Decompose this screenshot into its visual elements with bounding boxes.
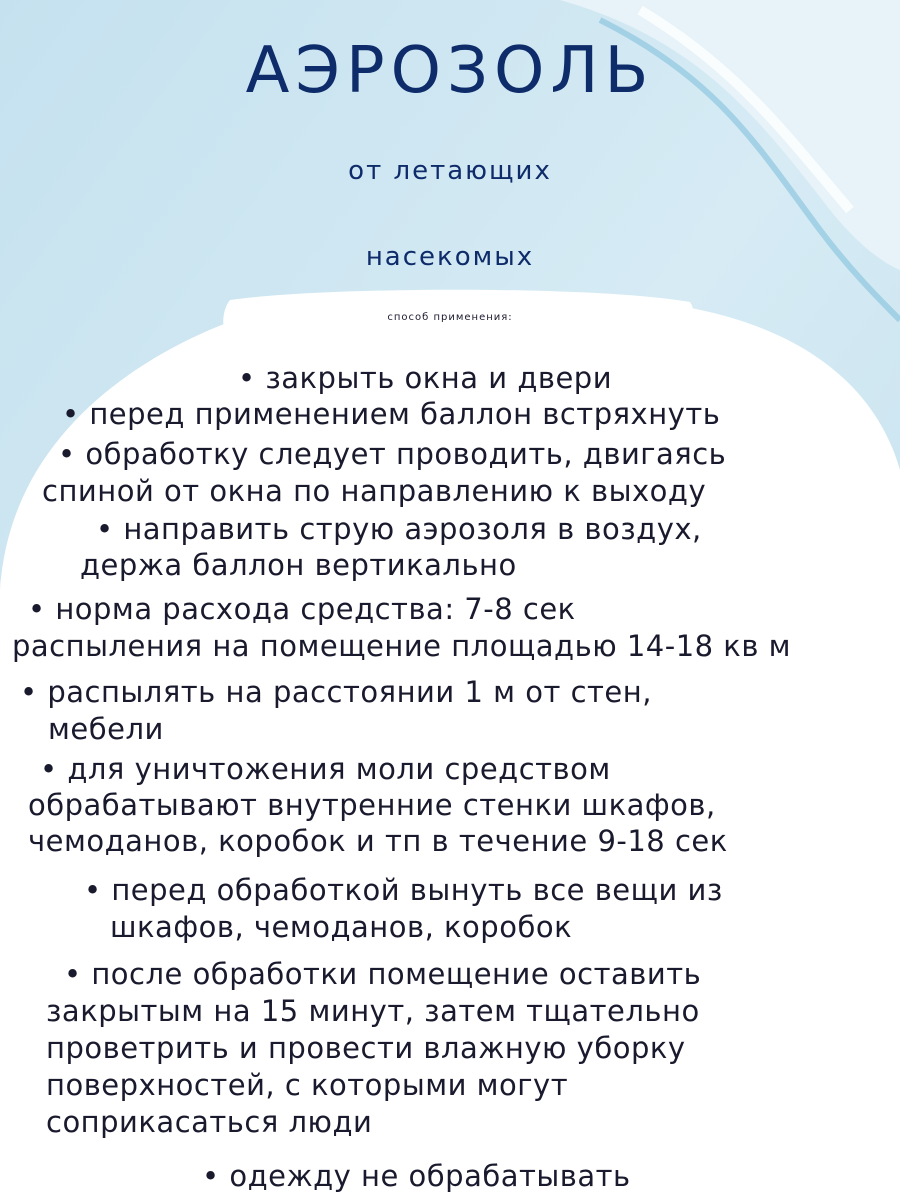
instruction-line: поверхностей, с которыми могут: [46, 1068, 569, 1102]
page-title-line2: от летающих: [348, 156, 552, 186]
instruction-line: спиной от окна по направлению к выходу: [42, 474, 707, 508]
usage-heading: способ применения:: [387, 312, 513, 323]
instruction-line: • направить струю аэрозоля в воздух,: [96, 512, 702, 546]
instruction-line: • после обработки помещение оставить: [64, 957, 702, 991]
page-title-line3: насекомых: [365, 242, 535, 272]
instruction-line: держа баллон вертикально: [80, 548, 517, 582]
instruction-line: • для уничтожения моли средством: [40, 752, 611, 786]
instruction-line: закрытым на 15 минут, затем тщательно: [46, 994, 700, 1028]
instruction-line: • перед обработкой вынуть все вещи из: [84, 873, 723, 907]
instruction-line: • перед применением баллон встряхнуть: [62, 397, 721, 431]
instruction-line: обрабатывают внутренние стенки шкафов,: [28, 788, 716, 822]
instruction-line: соприкасаться люди: [46, 1105, 373, 1139]
instruction-line: шкафов, чемоданов, коробок: [110, 910, 573, 944]
instruction-line: мебели: [48, 712, 164, 746]
instruction-line: • распылять на расстоянии 1 м от стен,: [20, 675, 652, 709]
instruction-line: • одежду не обрабатывать: [202, 1159, 631, 1193]
instruction-line: • норма расхода средства: 7-8 сек: [28, 592, 576, 626]
instruction-line: распыления на помещение площадью 14-18 кв м: [12, 629, 792, 663]
instruction-line: • закрыть окна и двери: [238, 361, 613, 395]
instruction-line: • обработку следует проводить, двигаясь: [58, 437, 727, 471]
instruction-line: чемоданов, коробок и тп в течение 9-18 сек: [28, 824, 728, 858]
page-title: АЭРОЗОЛЬ: [245, 34, 655, 108]
instruction-line: проветрить и провести влажную уборку: [46, 1031, 686, 1065]
